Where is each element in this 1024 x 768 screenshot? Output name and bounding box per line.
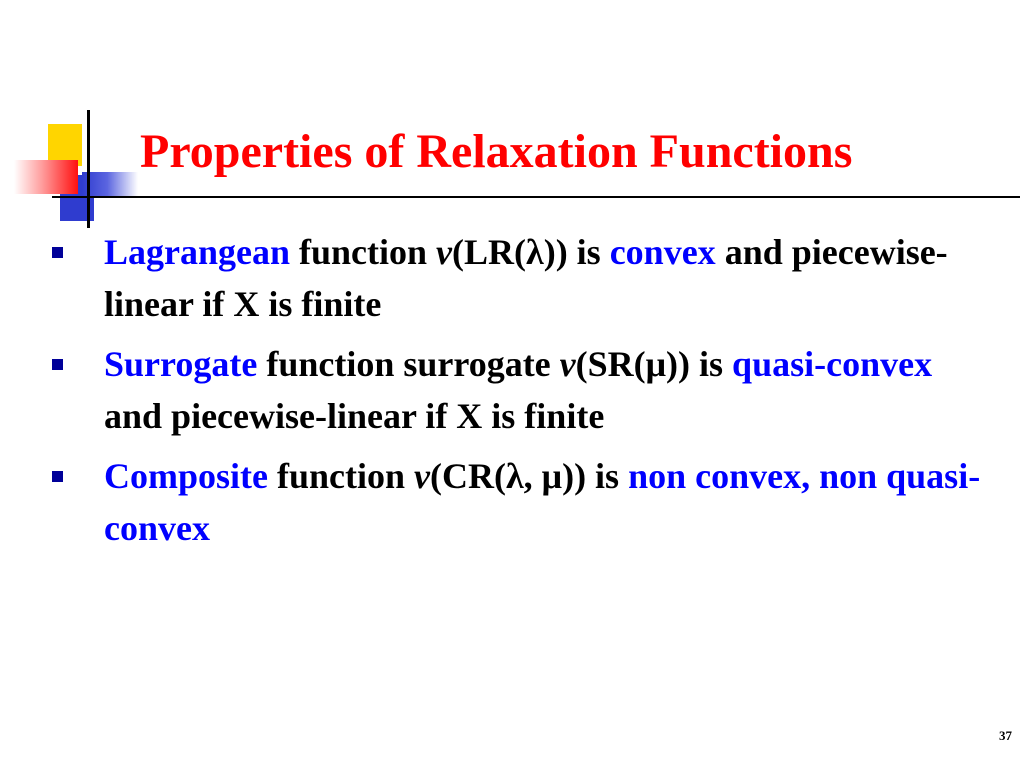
- bullet-text: and piecewise-linear if X is finite: [104, 232, 948, 324]
- vertical-rule: [87, 110, 90, 228]
- bullet-text: function: [290, 232, 437, 272]
- slide-title: Properties of Relaxation Functions: [140, 125, 853, 178]
- bullet-item-composite: [0, 450, 1024, 554]
- bullet-term: Surrogate: [104, 344, 258, 384]
- bullet-text: function surrogate: [257, 344, 560, 384]
- bullet-keyword: convex: [609, 232, 716, 272]
- title-underline-rule: [52, 196, 1020, 198]
- page-number: 37: [999, 728, 1012, 743]
- square-bullet-icon: [52, 471, 63, 482]
- bullet-item-surrogate: [0, 338, 1024, 442]
- function-symbol: v: [559, 344, 576, 384]
- bullet-text: (LR(λ)) is: [452, 232, 610, 272]
- decorative-logo-icon: [0, 0, 150, 240]
- bullet-text: (CR(λ, μ)) is: [430, 456, 629, 496]
- blue-gradient-bar: [82, 172, 138, 196]
- bullet-list: [0, 226, 1024, 562]
- square-bullet-icon: [52, 359, 63, 370]
- bullet-term: Composite: [104, 456, 268, 496]
- bullet-term: Lagrangean: [104, 232, 291, 272]
- bullet-text: and piecewise-linear if X is finite: [104, 396, 605, 436]
- red-gradient-bar: [14, 160, 78, 194]
- bullet-item-lagrangean: [0, 226, 1024, 330]
- function-symbol: v: [436, 232, 453, 272]
- bullet-keyword: non convex, non quasi-convex: [104, 456, 981, 548]
- bullet-text: (SR(μ)) is: [575, 344, 733, 384]
- bullet-keyword: quasi-convex: [732, 344, 933, 384]
- bullet-text: function: [268, 456, 415, 496]
- function-symbol: v: [414, 456, 431, 496]
- square-bullet-icon: [52, 247, 63, 258]
